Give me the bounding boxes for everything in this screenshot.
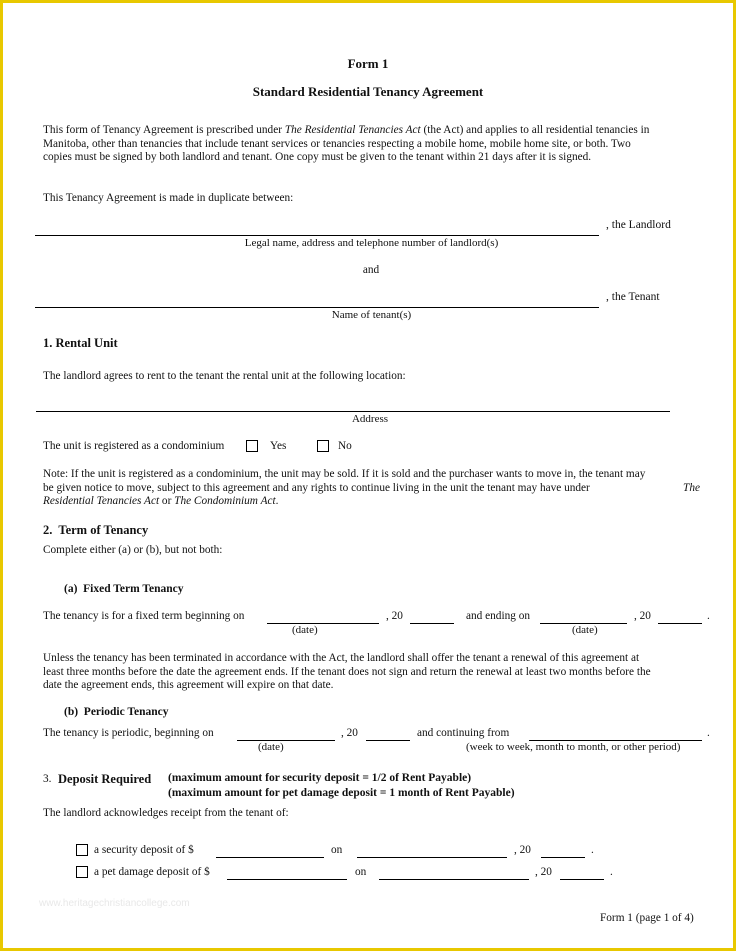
condo-no-checkbox[interactable] bbox=[317, 440, 329, 452]
note-line-2-text: be given notice to move, subject to this agreement and any rights to continue living in the unit the tenant may have under bbox=[43, 481, 590, 494]
pet-comma20: , 20 bbox=[535, 866, 552, 878]
page-title: Standard Residential Tenancy Agreement bbox=[252, 84, 484, 99]
note-or: or bbox=[159, 495, 175, 508]
and-text: and bbox=[362, 264, 380, 276]
section-2-heading: 2. Term of Tenancy bbox=[43, 523, 149, 537]
address-field[interactable] bbox=[36, 411, 670, 412]
renewal-line-2: least three months before the date the agreement ends. If the tenant does not sign and return the renewal at least two months before the bbox=[43, 665, 651, 678]
section-2-instruction: Complete either (a) or (b), but not both: bbox=[43, 544, 223, 556]
fixed-start-date-caption: (date) bbox=[292, 624, 318, 636]
condo-note bbox=[43, 468, 700, 509]
note-period: . bbox=[275, 495, 279, 508]
tenant-suffix: , the Tenant bbox=[606, 291, 660, 303]
renewal-line-1: Unless the tenancy has been terminated in accordance with the Act, the landlord shall offer the tenant a renewal of this agreement at bbox=[43, 652, 640, 664]
landlord-suffix: , the Landlord bbox=[606, 219, 671, 231]
intro-line-1 bbox=[43, 124, 700, 138]
pet-on: on bbox=[355, 866, 367, 878]
security-year-field[interactable] bbox=[541, 857, 585, 858]
periodic-period: . bbox=[707, 727, 710, 739]
fixed-start-date-field[interactable] bbox=[267, 623, 379, 624]
periodic-date-caption: (date) bbox=[258, 741, 284, 753]
section-3-heading: Deposit Required bbox=[58, 772, 152, 786]
renewal-line-3: date the agreement ends, this agreement will expire on that date. bbox=[43, 679, 334, 692]
pet-deposit-label: a pet damage deposit of $ bbox=[94, 866, 210, 878]
pet-max-note: (maximum amount for pet damage deposit = 1 month of Rent Payable) bbox=[168, 787, 515, 799]
condo-yes-label: Yes bbox=[270, 440, 287, 452]
watermark: www.heritagechristiancollege.com bbox=[39, 898, 190, 909]
continuing-from-text: and continuing from bbox=[417, 727, 510, 739]
fixed-term-heading: (a) Fixed Term Tenancy bbox=[64, 583, 184, 595]
intro-line-2: Manitoba, other than tenancies that include tenant services or tenancies respecting a mobile home, mobile home site, or both. Two bbox=[43, 137, 631, 150]
periodic-heading: (b) Periodic Tenancy bbox=[64, 706, 169, 718]
periodic-start-date-field[interactable] bbox=[237, 740, 335, 741]
section-3-number: 3. bbox=[43, 773, 52, 785]
condo-yes-checkbox[interactable] bbox=[246, 440, 258, 452]
pet-period: . bbox=[610, 866, 613, 878]
form-number: Form 1 bbox=[347, 56, 389, 71]
section-1-heading: 1. Rental Unit bbox=[43, 336, 118, 350]
fixed-end-period: . bbox=[707, 610, 710, 622]
intro-text-1: This form of Tenancy Agreement is prescribed under bbox=[43, 124, 282, 136]
landlord-name-field[interactable] bbox=[35, 235, 599, 236]
renewal-paragraph bbox=[43, 652, 700, 693]
fixed-end-year-field[interactable] bbox=[658, 623, 702, 624]
address-caption: Address bbox=[351, 413, 389, 425]
security-comma20: , 20 bbox=[514, 844, 531, 856]
note-line-2 bbox=[43, 482, 700, 496]
security-amount-field[interactable] bbox=[216, 857, 324, 858]
pet-deposit-checkbox[interactable] bbox=[76, 866, 88, 878]
act-name: The Residential Tenancies Act bbox=[284, 124, 421, 136]
periodic-text: The tenancy is periodic, beginning on bbox=[43, 727, 214, 739]
condo-question: The unit is registered as a condominium bbox=[43, 440, 225, 452]
pet-year-field[interactable] bbox=[560, 879, 604, 880]
landlord-caption: Legal name, address and telephone number of landlord(s) bbox=[244, 237, 499, 249]
security-max-note: (maximum amount for security deposit = 1/2 of Rent Payable) bbox=[168, 772, 472, 784]
condo-no-label: No bbox=[338, 440, 352, 452]
intro-paragraph bbox=[43, 124, 700, 165]
acknowledgement-text: The landlord acknowledges receipt from the tenant of: bbox=[43, 807, 289, 819]
periodic-year-field[interactable] bbox=[366, 740, 410, 741]
fixed-term-text: The tenancy is for a fixed term beginning on bbox=[43, 610, 245, 622]
and-ending-text: and ending on bbox=[466, 610, 531, 622]
intro-text-2: (the Act) and applies to all residential tenancies in bbox=[423, 124, 650, 136]
fixed-end-comma20: , 20 bbox=[634, 610, 651, 622]
security-period: . bbox=[591, 844, 594, 856]
made-between-text: This Tenancy Agreement is made in duplicate between: bbox=[43, 192, 294, 204]
condo-act-name: The Condominium Act bbox=[174, 495, 276, 508]
periodic-comma20: , 20 bbox=[341, 727, 358, 739]
rta-name: Residential Tenancies Act bbox=[43, 495, 160, 508]
tenant-name-field[interactable] bbox=[35, 307, 599, 308]
section-1-text: The landlord agrees to rent to the tenant the rental unit at the following location: bbox=[43, 370, 406, 382]
fixed-start-year-field[interactable] bbox=[410, 623, 454, 624]
note-line-2-italic: The bbox=[683, 481, 700, 494]
pet-date-field[interactable] bbox=[379, 879, 529, 880]
fixed-end-date-caption: (date) bbox=[572, 624, 598, 636]
note-line-1: Note: If the unit is registered as a condominium, the unit may be sold. If it is sold and the purchaser wants to move in, the tenant may bbox=[43, 468, 646, 480]
note-line-3 bbox=[43, 495, 700, 509]
security-date-field[interactable] bbox=[357, 857, 507, 858]
security-on: on bbox=[331, 844, 343, 856]
pet-amount-field[interactable] bbox=[227, 879, 347, 880]
security-deposit-label: a security deposit of $ bbox=[94, 844, 194, 856]
period-caption: (week to week, month to month, or other period) bbox=[466, 741, 681, 753]
page-number: Form 1 (page 1 of 4) bbox=[600, 912, 694, 924]
fixed-start-comma20: , 20 bbox=[386, 610, 403, 622]
tenant-caption: Name of tenant(s) bbox=[331, 309, 412, 321]
document-page bbox=[3, 3, 733, 948]
security-deposit-checkbox[interactable] bbox=[76, 844, 88, 856]
intro-line-3: copies must be signed by both landlord and tenant. One copy must be given to the tenant within 21 days after it is signed. bbox=[43, 151, 592, 164]
